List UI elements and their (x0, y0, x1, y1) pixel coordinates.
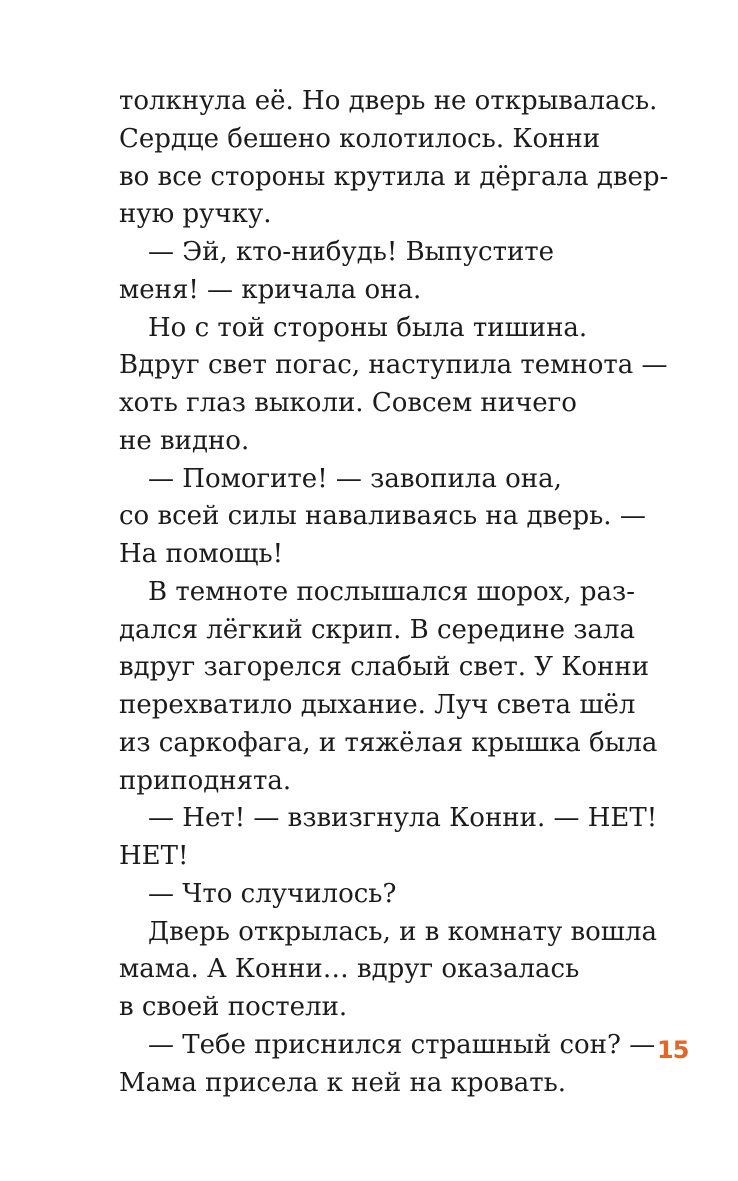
paragraph-start-line: — Эй, кто-нибудь! Выпустите (148, 237, 555, 267)
paragraph-start-line: — Помогите! — завопила она, (148, 463, 562, 494)
text-line: в своей постели. (119, 992, 348, 1022)
text-line: меня! — кричала она. (119, 274, 422, 305)
text-line: На помощь! (119, 539, 284, 569)
paragraph-start-line: — Что случилось? (148, 878, 397, 909)
text-line: вдруг загорелся слабый свет. У Конни (119, 652, 650, 683)
text-line: перехватило дыхание. Луч света шёл (119, 690, 636, 720)
paragraph-start-line: — Тебе приснился страшный сон? — (148, 1029, 656, 1060)
text-line: из саркофага, и тяжёлая крышка была (119, 727, 658, 758)
page-number: 15 (657, 1036, 689, 1064)
text-line: приподнята. (119, 765, 292, 796)
text-line: мама. А Конни… вдруг оказалась (119, 954, 580, 985)
body-text (119, 83, 679, 1102)
text-line: толкнула её. Но дверь не открывалась. (119, 86, 658, 116)
text-line: не видно. (119, 425, 250, 456)
text-line: Мама присела к ней на кровать. (119, 1067, 567, 1098)
text-line: дался лёгкий скрип. В середине зала (119, 614, 635, 645)
text-line: хоть глаз выколи. Совсем ничего (119, 388, 577, 418)
text-line: Сердце бешено колотилось. Конни (119, 123, 601, 154)
paragraph-start-line: — Нет! — взвизгнула Конни. — НЕТ! (148, 803, 658, 834)
text-line: Вдруг свет погас, наступила темнота — (119, 350, 668, 381)
paragraph-start-line: В темноте послышался шорох, раз- (148, 576, 635, 607)
text-line: во все стороны крутила и дёргала двер- (119, 161, 669, 192)
text-line: ную ручку. (119, 199, 272, 230)
paragraph-start-line: Дверь открылась, и в комнату вошла (148, 916, 657, 947)
paragraph-start-line: Но с той стороны была тишина. (148, 312, 588, 343)
text-line: НЕТ! (119, 841, 189, 871)
text-line: со всей силы наваливаясь на дверь. — (119, 501, 646, 532)
